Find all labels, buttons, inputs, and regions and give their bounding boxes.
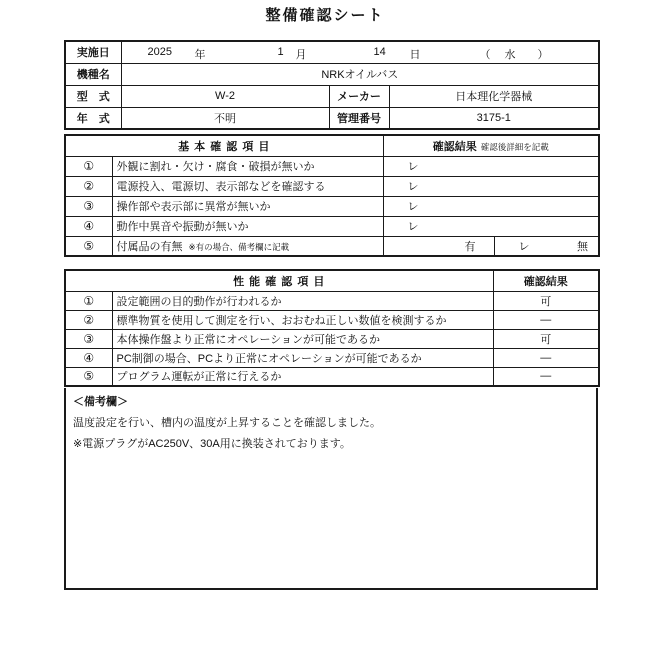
model-value: NRKオイルバス [121, 63, 599, 85]
accessory-check: レ [518, 240, 530, 253]
maker-label: メーカー [329, 85, 389, 107]
table-row [65, 310, 599, 329]
date-label: 実施日 [65, 41, 121, 63]
check-item: 操作部や表示部に異常が無いか [112, 196, 383, 216]
control-no-value: 3175-1 [389, 107, 599, 129]
check-item: 標準物質を使用して測定を行い、おおむね正しい数値を検測するか [112, 310, 493, 329]
accessory-item-note: ※有の場合、備考欄に記載 [188, 241, 290, 252]
table-row [65, 156, 599, 176]
performance-check-table [64, 269, 600, 387]
check-result: ― [493, 310, 599, 329]
row-number: ③ [65, 329, 112, 348]
basic-check-table [64, 134, 600, 257]
remarks-title: ＜備考欄＞ [73, 396, 128, 408]
basic-header-item: 基 本 確 認 項 目 [65, 135, 383, 156]
basic-header-result [383, 135, 599, 156]
row-number: ④ [65, 216, 112, 236]
row-number: ④ [65, 348, 112, 367]
table-row [65, 85, 599, 107]
row-number: ⑤ [65, 367, 112, 386]
date-year: 2025 [147, 46, 172, 58]
date-paren-close: ） [537, 49, 549, 61]
result-header-note: 確認後詳細を記載 [480, 141, 549, 152]
table-header-row [65, 135, 599, 156]
perf-header-item: 性 能 確 認 項 目 [65, 270, 493, 291]
table-row [65, 196, 599, 216]
check-item: 本体操作盤より正常にオペレーションが可能であるか [112, 329, 493, 348]
table-row [65, 236, 599, 256]
type-value: W-2 [121, 85, 329, 107]
remarks-line: 温度設定を行い、槽内の温度が上昇することを確認しました。 [73, 417, 381, 429]
remarks-line: ※電源プラグがAC250V、30A用に換装されております。 [73, 438, 351, 450]
date-day: 14 [373, 46, 386, 58]
date-weekday: 水 [504, 49, 516, 61]
check-result: レ [383, 176, 599, 196]
table-row [65, 63, 599, 85]
table-row [65, 348, 599, 367]
control-no-label: 管理番号 [329, 107, 389, 129]
row-number: ① [65, 291, 112, 310]
date-day-unit: 日 [409, 49, 421, 61]
year-value: 不明 [121, 107, 329, 129]
table-row [65, 367, 599, 386]
check-result: 可 [493, 329, 599, 348]
model-label: 機種名 [65, 63, 121, 85]
date-year-unit: 年 [194, 49, 206, 61]
table-row [65, 176, 599, 196]
check-item: 動作中異音や振動が無いか [112, 216, 383, 236]
equipment-info-table [64, 40, 600, 130]
row-number: ③ [65, 196, 112, 216]
date-value [121, 41, 599, 63]
maker-value: 日本理化学器械 [389, 85, 599, 107]
date-month-unit: 月 [295, 49, 307, 61]
table-row [65, 291, 599, 310]
row-number: ② [65, 176, 112, 196]
check-item: 外観に割れ・欠け・腐食・破損が無いか [112, 156, 383, 176]
accessory-option-no-cell [494, 236, 599, 256]
year-label: 年 式 [65, 107, 121, 129]
table-row [65, 216, 599, 236]
table-row [65, 107, 599, 129]
row-number: ① [65, 156, 112, 176]
date-month: 1 [277, 46, 284, 58]
accessory-item-label: 付属品の有無 [116, 240, 183, 253]
result-header-label: 確認結果 [432, 140, 477, 153]
accessory-option-yes: 有 [383, 236, 494, 256]
check-item: 設定範囲の目的動作が行われるか [112, 291, 493, 310]
remarks-box [64, 388, 598, 590]
check-result: レ [383, 156, 599, 176]
row-number: ⑤ [65, 236, 112, 256]
accessory-option-no: 無 [577, 240, 589, 253]
table-row [65, 329, 599, 348]
check-item: プログラム運転が正常に行えるか [112, 367, 493, 386]
date-paren-open: （ [479, 49, 491, 61]
check-item: PC制御の場合、PCより正常にオペレーションが可能であるか [112, 348, 493, 367]
check-item [112, 236, 383, 256]
check-item: 電源投入、電源切、表示部などを確認する [112, 176, 383, 196]
table-header-row [65, 270, 599, 291]
perf-header-result: 確認結果 [493, 270, 599, 291]
row-number: ② [65, 310, 112, 329]
check-result: 可 [493, 291, 599, 310]
check-result: レ [383, 196, 599, 216]
page-title: 整備確認シート [265, 7, 385, 24]
check-result: レ [383, 216, 599, 236]
type-label: 型 式 [65, 85, 121, 107]
check-result: ― [493, 348, 599, 367]
table-row [65, 41, 599, 63]
check-result: ― [493, 367, 599, 386]
